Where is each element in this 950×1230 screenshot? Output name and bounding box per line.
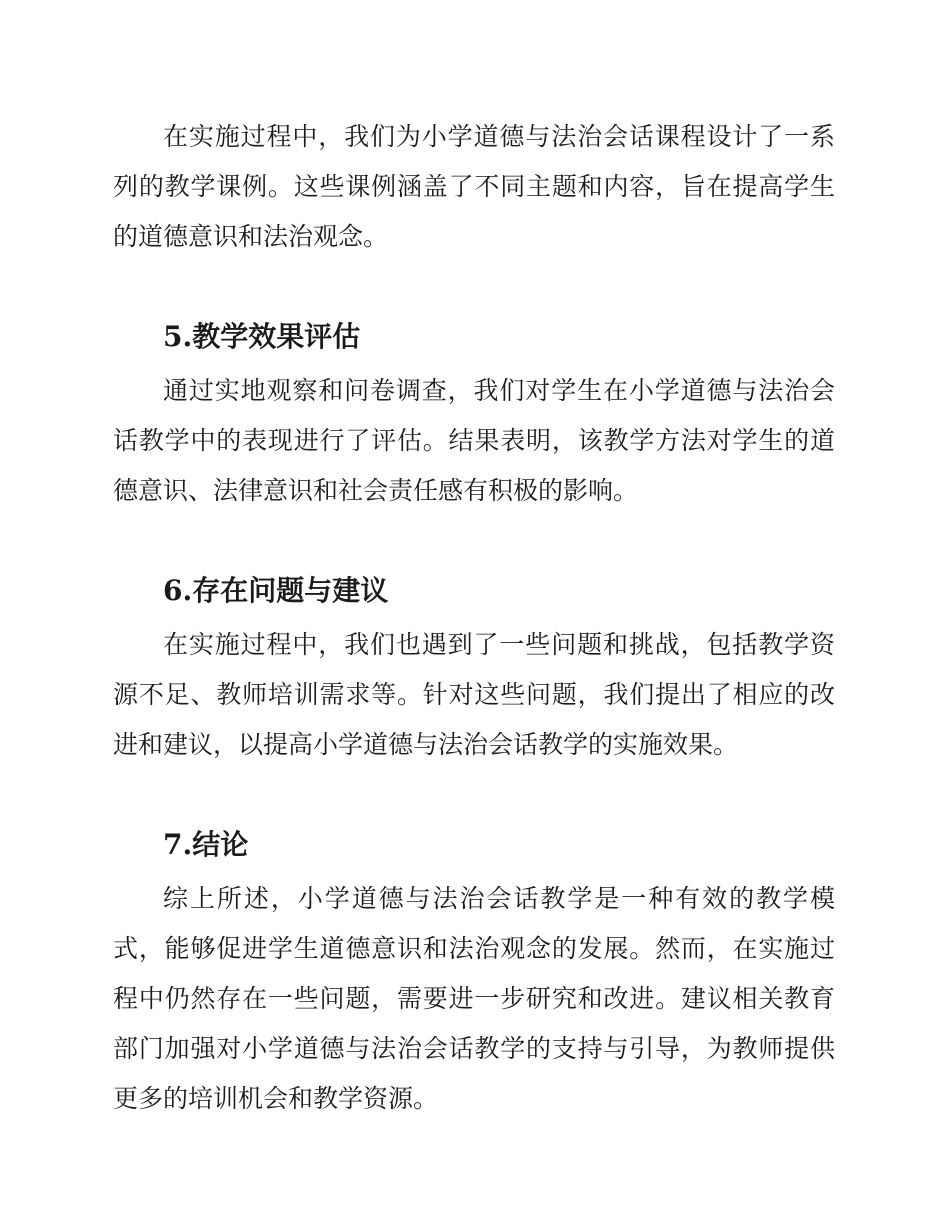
- section-heading-problems: 6.存在问题与建议: [163, 574, 389, 607]
- section-heading-evaluation: 5.教学效果评估: [163, 320, 361, 353]
- problems-paragraph: 在实施过程中，我们也遇到了一些问题和挑战，包括教学资源不足、教师培训需求等。针对这些问题，我们提出了相应的改进和建议，以提高小学道德与法治会话教学的实施效果。: [113, 630, 835, 759]
- section-spacer: [113, 516, 835, 566]
- intro-paragraph: 在实施过程中，我们为小学道德与法治会话课程设计了一系列的教学课例。这些课例涵盖了不同主题和内容，旨在提高学生的道德意识和法治观念。: [113, 122, 835, 251]
- conclusion-paragraph: 综上所述，小学道德与法治会话教学是一种有效的教学模式，能够促进学生道德意识和法治观念的发展。然而，在实施过程中仍然存在一些问题，需要进一步研究和改进。建议相关教育部门加强对小学道德与法治会话教学的支持与引导，为教师提供更多的培训机会和教学资源。: [113, 884, 835, 1113]
- evaluation-paragraph: 通过实地观察和问卷调查，我们对学生在小学道德与法治会话教学中的表现进行了评估。结果表明，该教学方法对学生的道德意识、法律意识和社会责任感有积极的影响。: [113, 376, 835, 505]
- section-heading-conclusion: 7.结论: [163, 828, 249, 861]
- section-spacer: [113, 262, 835, 312]
- document-body: [113, 112, 835, 1124]
- section-spacer: [113, 770, 835, 820]
